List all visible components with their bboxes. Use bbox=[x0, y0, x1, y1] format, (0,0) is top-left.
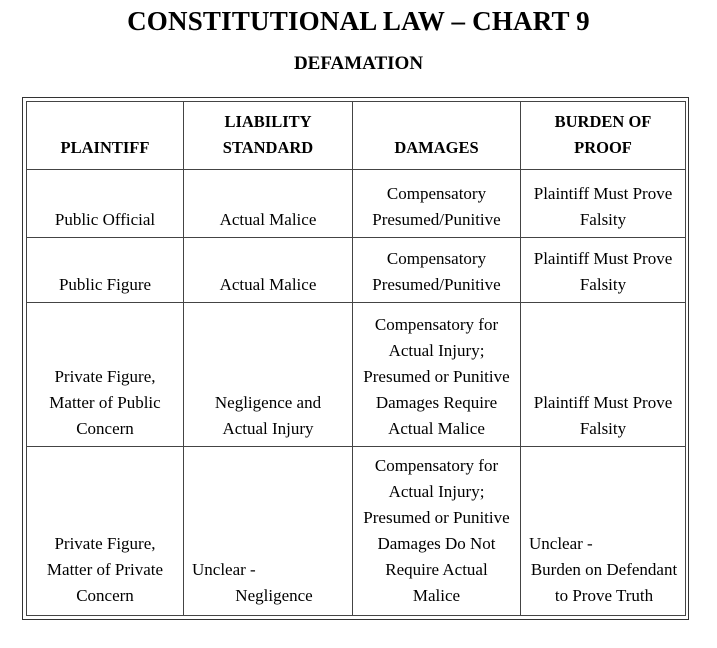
cell-liability: Negligence and Actual Injury bbox=[184, 303, 353, 447]
header-liability-standard: LIABILITY STANDARD bbox=[184, 102, 353, 170]
header-damages: DAMAGES bbox=[353, 102, 521, 170]
cell-burden: Plaintiff Must Prove Falsity bbox=[521, 303, 686, 447]
cell-burden: Plaintiff Must Prove Falsity bbox=[521, 238, 686, 303]
cell-damages: Compensatory for Actual Injury; Presumed or Punitive Damages Require Actual Malice bbox=[353, 303, 521, 447]
page-subtitle: DEFAMATION bbox=[293, 53, 424, 74]
defamation-chart-table bbox=[26, 101, 686, 616]
cell-burden: Unclear - Burden on Defendant to Prove Truth bbox=[521, 447, 686, 616]
header-plaintiff: PLAINTIFF bbox=[27, 102, 184, 170]
cell-plaintiff: Private Figure, Matter of Public Concern bbox=[27, 303, 184, 447]
cell-damages: Compensatory Presumed/Punitive bbox=[353, 170, 521, 238]
cell-damages: Compensatory Presumed/Punitive bbox=[353, 238, 521, 303]
cell-liability: Unclear - Negligence bbox=[184, 447, 353, 616]
cell-liability: Actual Malice bbox=[184, 170, 353, 238]
cell-plaintiff: Private Figure, Matter of Private Concern bbox=[27, 447, 184, 616]
cell-plaintiff: Public Figure bbox=[27, 238, 184, 303]
cell-damages: Compensatory for Actual Injury; Presumed or Punitive Damages Do Not Require Actual Malice bbox=[353, 447, 521, 616]
header-burden-of-proof: BURDEN OF PROOF bbox=[521, 102, 686, 170]
table-row-private-private-concern bbox=[27, 447, 686, 616]
table-header-row bbox=[27, 102, 686, 170]
cell-burden: Plaintiff Must Prove Falsity bbox=[521, 170, 686, 238]
table-row-public-official bbox=[27, 170, 686, 238]
page-title: CONSTITUTIONAL LAW – CHART 9 bbox=[127, 6, 590, 36]
table-row-private-public-concern bbox=[27, 303, 686, 447]
cell-liability: Actual Malice bbox=[184, 238, 353, 303]
table-row-public-figure bbox=[27, 238, 686, 303]
cell-plaintiff: Public Official bbox=[27, 170, 184, 238]
